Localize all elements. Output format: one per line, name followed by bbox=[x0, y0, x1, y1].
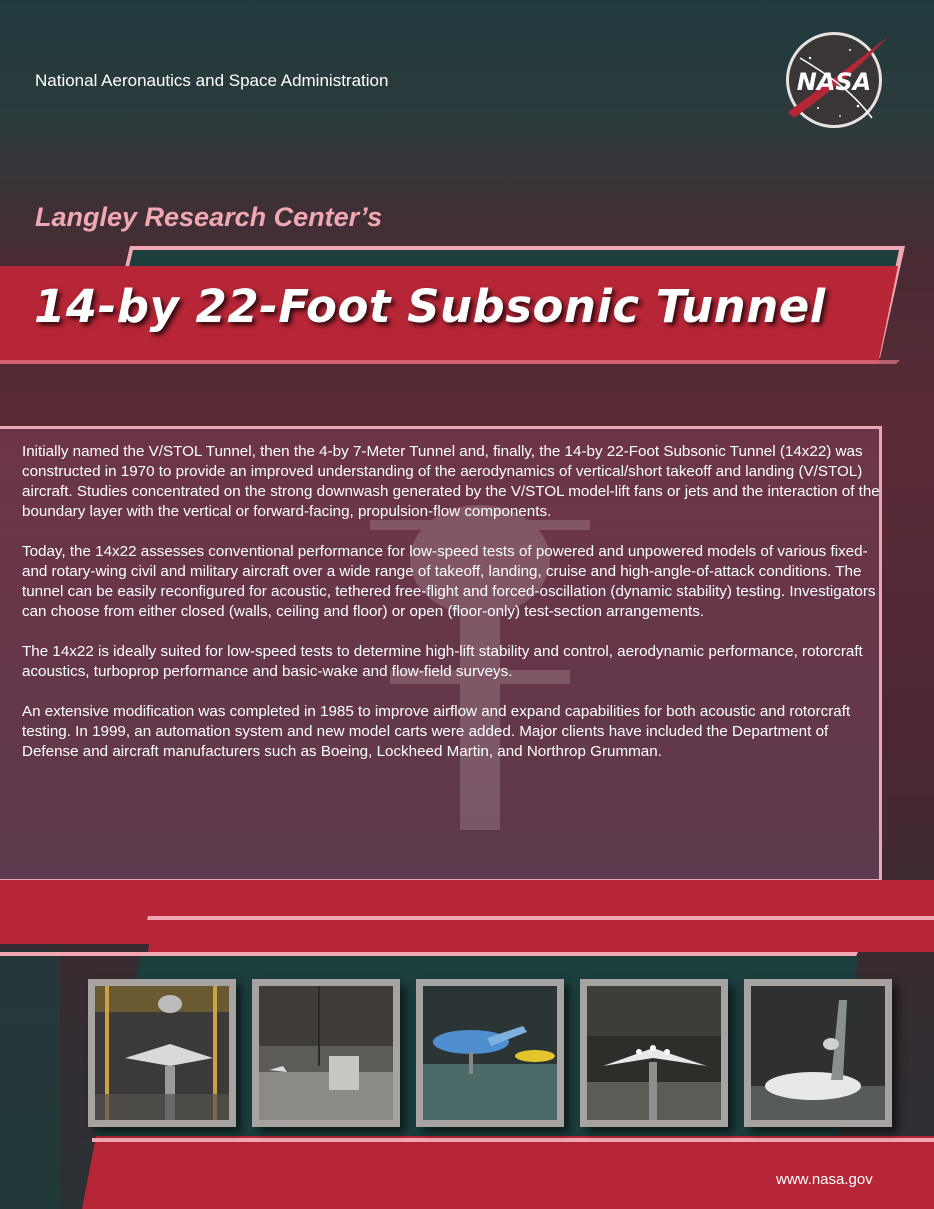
photo-1-image bbox=[95, 986, 229, 1120]
photo-2-image bbox=[259, 986, 393, 1120]
photo-5-image bbox=[751, 986, 885, 1120]
photo-blended-wing-model-in-test-section bbox=[88, 979, 236, 1127]
page-title: 14-by 22-Foot Subsonic Tunnel bbox=[34, 280, 826, 333]
photo-white-fuselage-model-with-tail bbox=[744, 979, 892, 1127]
photo-white-flying-wing-model bbox=[580, 979, 728, 1127]
photo-tunnel-hall-with-small-model bbox=[252, 979, 400, 1127]
paragraph-3: The 14x22 is ideally suited for low-speed tests to determine high-lift stability and control, aerodynamic performance, rotorcraft acoustics, turboprop performance and basic-wake and flow-field surveys. bbox=[22, 643, 863, 680]
paragraph-1: Initially named the V/STOL Tunnel, then the 4-by 7-Meter Tunnel and, finally, the 14-by 22-Foot Subsonic Tunnel (14x22) was constructed in 1970 to provide an improved understanding of the aerodynamics of vertical/short takeoff and landing (V/STOL) aircraft. Studies concentrated on the strong downwash generated by the V/STOL model-lift fans or jets and the interaction of the boundary layer with the vertical or forward-facing, propulsion-flow components. bbox=[22, 443, 880, 520]
footer-url[interactable]: www.nasa.gov bbox=[776, 1171, 873, 1188]
photo-4-image bbox=[587, 986, 721, 1120]
photo-blue-aircraft-model-with-yellow-store bbox=[416, 979, 564, 1127]
paragraph-4: An extensive modification was completed in 1985 to improve airflow and expand capabilities for both acoustic and rotorcraft testing. In 1999, an automation system and new model carts were added. Major clients have included the Department of Defense and aircraft manufacturers such as Boeing, Lockheed Martin, and Northrop Grumman. bbox=[22, 703, 851, 760]
paragraph-2: Today, the 14x22 assesses conventional performance for low-speed tests of powered and unpowered models of various fixed- and rotary-wing civil and military aircraft over a wide range of takeoff, landing, cruise and high-angle-of-attack conditions. The tunnel can be easily reconfigured for acoustic, tethered free-flight and forced-oscillation (dynamic stability) testing. Investigators can choose from either closed (walls, ceiling and floor) or open (floor-only) test-section arrangements. bbox=[22, 543, 876, 620]
nasa-logo-text: NASA bbox=[796, 68, 872, 96]
body-text bbox=[22, 442, 882, 782]
agency-name: National Aeronautics and Space Administration bbox=[35, 71, 389, 90]
nasa-meatball-icon bbox=[780, 28, 892, 136]
center-subtitle: Langley Research Center’s bbox=[35, 202, 383, 232]
photo-3-image bbox=[423, 986, 557, 1120]
